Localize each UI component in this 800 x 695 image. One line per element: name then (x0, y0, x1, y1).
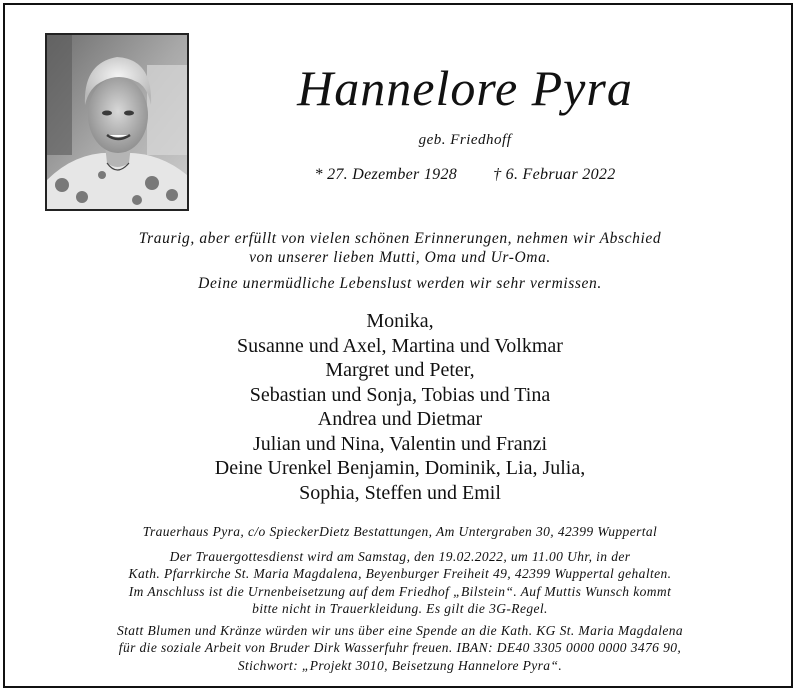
family-line: Andrea und Dietmar (317, 408, 483, 430)
motto-line: Deine unermüdliche Lebenslust werden wir sehr vermissen. (198, 275, 602, 292)
family-line: Julian und Nina, Valentin und Franzi (252, 432, 548, 455)
portrait-photo (45, 33, 189, 211)
life-dates (200, 166, 730, 184)
family-signatures (100, 309, 700, 505)
family-line: Deine Urenkel Benjamin, Dominik, Lia, Julia, (214, 457, 586, 479)
deceased-name: Hannelore Pyra (297, 60, 633, 116)
maiden-name: geb. Friedhoff (418, 132, 512, 148)
intro-line: Traurig, aber erfüllt von vielen schönen Erinnerungen, nehmen wir Abschied (138, 230, 662, 247)
donation-line: für die soziale Arbeit von Bruder Dirk Wasserfuhr freuen. IBAN: DE40 3305 0000 0000 3476 90, (118, 640, 682, 655)
family-line: Susanne und Axel, Martina und Volkmar (237, 334, 563, 357)
mourning-address: Trauerhaus Pyra, c/o SpieckerDietz Bestattungen, Am Untergraben 30, 42399 Wuppertal (142, 524, 658, 539)
family-line: Sebastian und Sonja, Tobias und Tina (249, 383, 551, 406)
donation-line: Statt Blumen und Kränze würden wir uns über eine Spende an die Kath. KG St. Maria Magdalena (116, 622, 684, 638)
donation-line: Stichwort: „Projekt 3010, Beisetzung Hannelore Pyra“. (237, 657, 563, 673)
service-line: Der Trauergottesdienst wird am Samstag, den 19.02.2022, um 11.00 Uhr, in der (169, 548, 631, 564)
intro-line: von unserer lieben Mutti, Oma und Ur-Oma. (249, 249, 551, 266)
family-line: Margret und Peter, (325, 359, 475, 381)
family-line: Sophia, Steffen und Emil (299, 481, 501, 504)
intro-text (20, 229, 780, 293)
family-line: Monika, (366, 310, 434, 332)
footer-info (20, 523, 780, 674)
death-date: † 6. Februar 2022 (493, 166, 616, 183)
service-line: Im Anschluss ist die Urnenbeisetzung auf dem Friedhof „Bilstein“. Auf Muttis Wunsch kommt (128, 583, 672, 599)
service-line: bitte nicht in Trauerkleidung. Es gilt die 3G-Regel. (252, 601, 548, 616)
birth-date: * 27. Dezember 1928 (314, 166, 458, 183)
service-line: Kath. Pfarrkirche St. Maria Magdalena, Beyenburger Freiheit 49, 42399 Wuppertal gehalten. (128, 566, 672, 581)
